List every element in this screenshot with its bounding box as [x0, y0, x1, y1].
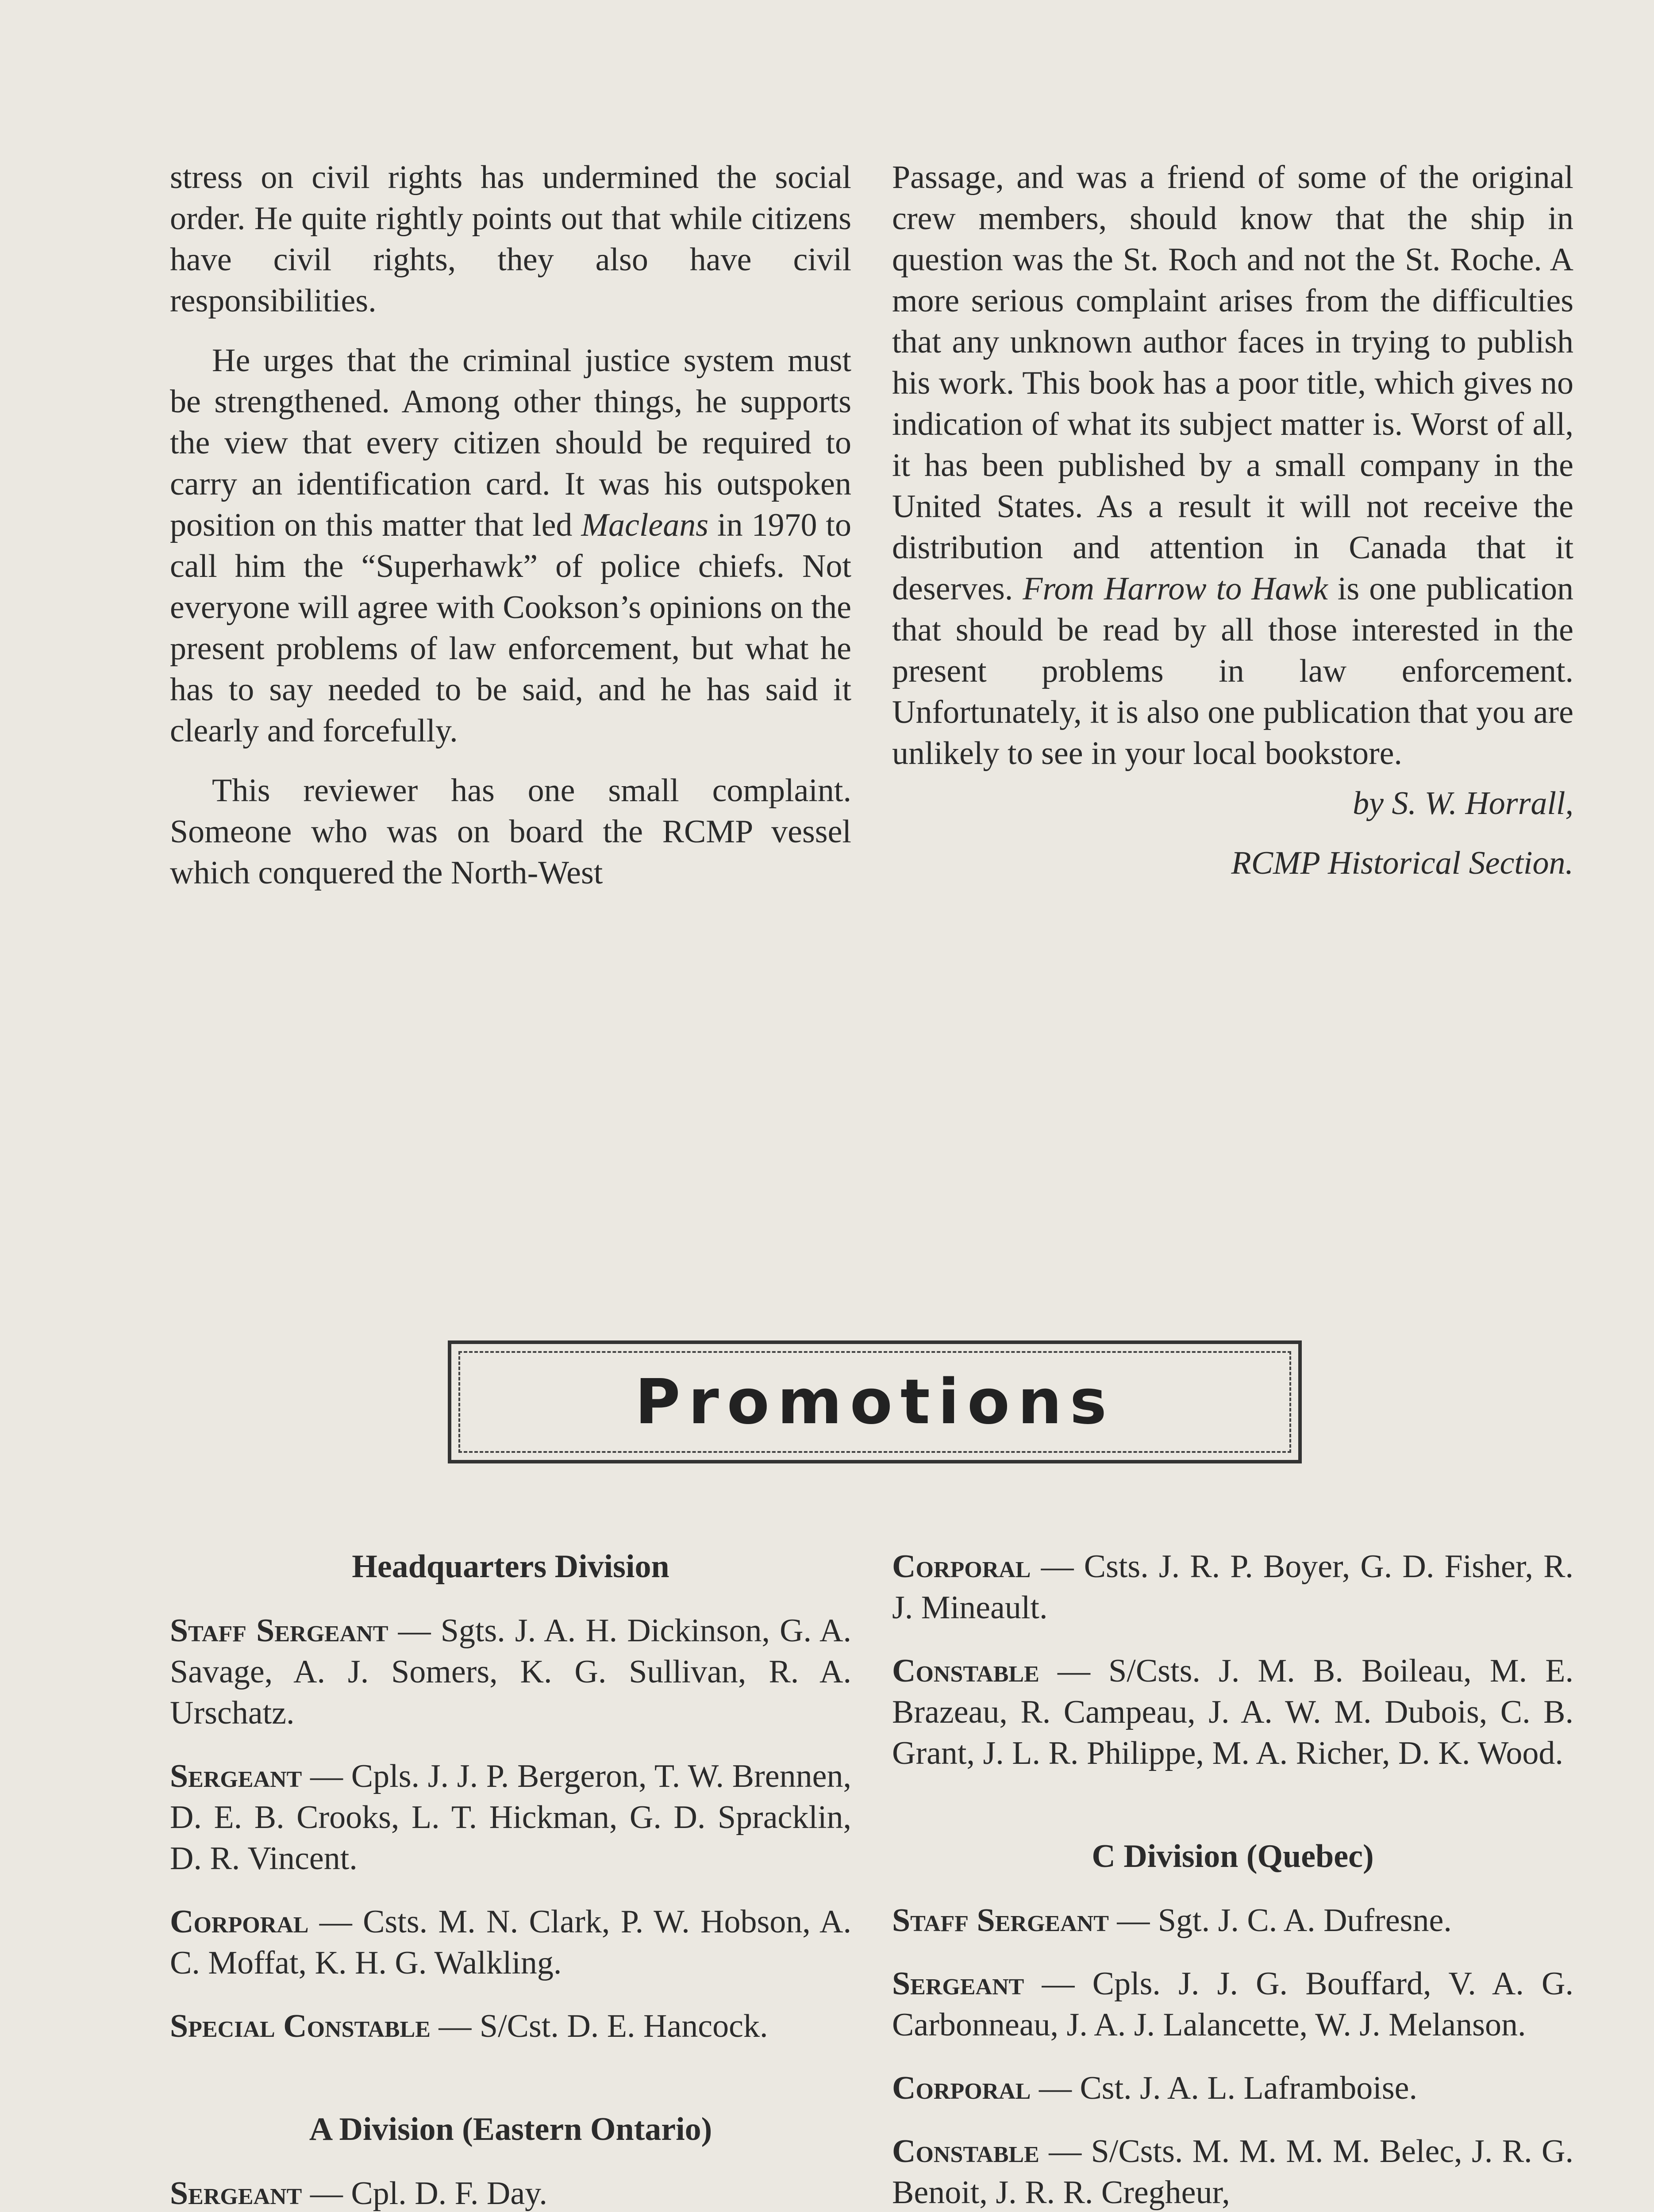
- promotion-entry: [892, 2068, 1573, 2109]
- promotions-banner: [448, 1340, 1302, 1463]
- promotion-entry: [892, 1900, 1573, 1941]
- promotion-names: — Cpls. J. J. P. Bergeron, T. W. Brennen, D. E. B. Crooks, L. T. Hickman, G. D. Spracklin, D. R. Vincent.: [170, 1758, 851, 1877]
- promotions-title: Promotions: [635, 1366, 1115, 1438]
- text-run: He urges that the criminal justice system must be strengthened. Among other things, he supports the view that every citizen should be required to carry an identification card. It was his outspoken position on this matter that led: [170, 342, 851, 543]
- text-run: is one publication that should be read by all those interested in the present problems in law enforcement. Unfortunately, it is also one publication that you are unlikely to see in your local bookstore.: [892, 571, 1573, 772]
- rank-label: Corporal: [892, 2070, 1031, 2106]
- review-paragraph: This reviewer has one small complaint. Someone who was on board the RCMP vessel which conquered the North-West: [170, 772, 851, 891]
- rank-label: Sergeant: [892, 1966, 1024, 2002]
- promotion-entry: [170, 2006, 851, 2047]
- promotion-names: — Cst. J. A. L. Laframboise.: [1031, 2070, 1417, 2106]
- promotion-names: — S/Cst. D. E. Hancock.: [430, 2008, 768, 2044]
- affiliation: RCMP Historical Section.: [1231, 845, 1573, 881]
- promotion-names: — S/Csts. M. M. M. M. Belec, J. R. G. Benoit, J. R. R. Cregheur,: [892, 2133, 1573, 2211]
- promotion-names: — Sgts. J. A. H. Dickinson, G. A. Savage, A. J. Somers, K. G. Sullivan, R. A. Urschatz.: [170, 1613, 851, 1731]
- promotions-right-column: [892, 1546, 1573, 2212]
- division-heading: C Division (Quebec): [1092, 1838, 1374, 1874]
- right-review-column: [892, 157, 1573, 902]
- rank-label: Special Constable: [170, 2008, 431, 2044]
- rank-label: Sergeant: [170, 2175, 302, 2212]
- review-paragraph: [170, 340, 851, 752]
- rank-label: Constable: [892, 1653, 1039, 1689]
- promotion-names: — S/Csts. J. M. B. Boileau, M. E. Brazeau, R. Campeau, J. A. W. M. Dubois, C. B. Grant, J. L. R. Philippe, M. A. Richer, D. K. Wood.: [892, 1653, 1573, 1771]
- promotion-entry: [170, 1610, 851, 1734]
- promotion-entry: [892, 1963, 1573, 2046]
- promotion-entry: [892, 2131, 1573, 2212]
- rank-label: Sergeant: [170, 1758, 302, 1794]
- promotion-entry: [170, 1901, 851, 1984]
- rank-label: Corporal: [170, 1904, 309, 1940]
- italic-title: Macleans: [581, 507, 709, 543]
- text-run: in 1970 to call him the “Superhawk” of police chiefs. Not everyone will agree with Cookson’s opinions on the present problems of law enforcement, but what he has to say needed to be said, and he has said it clearly and forcefully.: [170, 507, 851, 749]
- promotions-left-column: [170, 1546, 851, 2212]
- promotion-names: — Sgt. J. C. A. Dufresne.: [1108, 1902, 1452, 1939]
- division-heading: Headquarters Division: [352, 1548, 669, 1585]
- promotion-entry: [892, 1546, 1573, 1628]
- rank-label: Corporal: [892, 1548, 1031, 1585]
- left-review-column: [170, 157, 851, 912]
- promotion-names: — Csts. M. N. Clark, P. W. Hobson, A. C. Moffat, K. H. G. Walkling.: [170, 1904, 851, 1981]
- text-run: Passage, and was a friend of some of the original crew members, should know that the ship in question was the St. Roch and not the St. Roche. A more serious complaint arises from the difficulties that any unknown author faces in trying to publish his work. This book has a poor title, which gives no indication of what its subject matter is. Worst of all, it has been published by a small company in the United States. As a result it will not receive the distribution and attention in Canada that it deserves.: [892, 159, 1573, 607]
- promotion-entry: [170, 2173, 851, 2212]
- italic-title: From Harrow to Hawk: [1023, 571, 1328, 607]
- review-paragraph: [892, 157, 1573, 774]
- rank-label: Staff Sergeant: [170, 1613, 388, 1649]
- rank-label: Staff Sergeant: [892, 1902, 1109, 1939]
- division-heading: A Division (Eastern Ontario): [309, 2111, 712, 2147]
- rank-label: Constable: [892, 2133, 1039, 2170]
- promotion-names: — Cpls. J. J. G. Bouffard, V. A. G. Carbonneau, J. A. J. Lalancette, W. J. Melanson.: [892, 1966, 1573, 2043]
- promotion-names: — Csts. J. R. P. Boyer, G. D. Fisher, R. J. Mineault.: [892, 1548, 1573, 1626]
- promotion-entry: [892, 1651, 1573, 1774]
- promotion-names: — Cpl. D. F. Day.: [302, 2175, 547, 2212]
- promotion-entry: [170, 1756, 851, 1879]
- byline: by S. W. Horrall,: [1353, 785, 1573, 822]
- review-paragraph: stress on civil rights has undermined the social order. He quite rightly points out that while citizens have civil rights, they also have civil responsibilities.: [170, 159, 851, 319]
